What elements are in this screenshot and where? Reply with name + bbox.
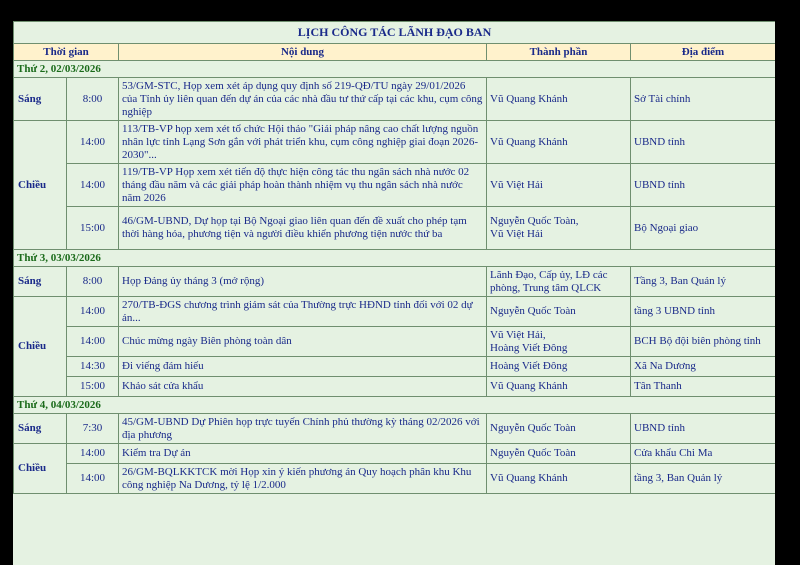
session-label: Sáng <box>14 414 67 444</box>
location-cell: Bộ Ngoại giao <box>631 207 776 250</box>
participants-cell: Lãnh Đạo, Cấp ủy, LĐ các phòng, Trung tâm QLCK <box>487 267 631 297</box>
participants-cell: Vũ Quang Khánh <box>487 377 631 397</box>
session-label: Chiều <box>14 444 67 494</box>
schedule-table <box>13 21 775 494</box>
location-cell: Cửa khẩu Chi Ma <box>631 444 776 464</box>
session-label: Chiều <box>14 121 67 250</box>
participants-cell: Nguyễn Quốc Toàn <box>487 444 631 464</box>
time-cell: 14:00 <box>67 121 119 164</box>
content-cell: 270/TB-ĐGS chương trình giám sát của Thường trực HĐND tỉnh đối với 02 dự án... <box>119 297 487 327</box>
schedule-sheet <box>13 21 775 565</box>
page-title: LỊCH CÔNG TÁC LÃNH ĐẠO BAN <box>14 22 776 44</box>
content-cell: Khảo sát cửa khẩu <box>119 377 487 397</box>
day-label: Thứ 4, 04/03/2026 <box>14 397 776 414</box>
header-content: Nội dung <box>119 44 487 61</box>
participants-cell: Vũ Quang Khánh <box>487 121 631 164</box>
table-row <box>14 444 776 464</box>
time-cell: 14:00 <box>67 444 119 464</box>
table-row <box>14 464 776 494</box>
participants-cell: Nguyễn Quốc Toàn, Vũ Việt Hải <box>487 207 631 250</box>
participants-cell: Nguyễn Quốc Toàn <box>487 414 631 444</box>
time-cell: 14:00 <box>67 327 119 357</box>
location-cell: tầng 3, Ban Quản lý <box>631 464 776 494</box>
table-row <box>14 327 776 357</box>
session-label: Sáng <box>14 78 67 121</box>
location-cell: Xã Na Dương <box>631 357 776 377</box>
location-cell: Sở Tài chính <box>631 78 776 121</box>
location-cell: UBND tỉnh <box>631 414 776 444</box>
participants-cell: Nguyễn Quốc Toàn <box>487 297 631 327</box>
table-row <box>14 377 776 397</box>
time-cell: 14:30 <box>67 357 119 377</box>
participants-cell: Vũ Việt Hải <box>487 164 631 207</box>
content-cell: 26/GM-BQLKKTCK mời Họp xin ý kiến phương án Quy hoạch phân khu Khu công nghiệp Na Dương, tỷ lệ 1/2.000 <box>119 464 487 494</box>
time-cell: 8:00 <box>67 267 119 297</box>
location-cell: UBND tỉnh <box>631 164 776 207</box>
location-cell: tầng 3 UBND tỉnh <box>631 297 776 327</box>
session-label: Sáng <box>14 267 67 297</box>
time-cell: 15:00 <box>67 377 119 397</box>
participants-cell: Hoàng Viết Đông <box>487 357 631 377</box>
participants-cell: Vũ Việt Hải, Hoàng Viết Đông <box>487 327 631 357</box>
day-row <box>14 61 776 78</box>
content-cell: 46/GM-UBND, Dự họp tại Bộ Ngoại giao liên quan đến đề xuất cho phép tạm thời hàng hóa, phương tiện và người điều khiển phương tiện nước thứ ba <box>119 207 487 250</box>
day-row <box>14 250 776 267</box>
day-label: Thứ 3, 03/03/2026 <box>14 250 776 267</box>
table-row <box>14 207 776 250</box>
content-cell: Chúc mừng ngày Biên phòng toàn dân <box>119 327 487 357</box>
content-cell: Kiểm tra Dự án <box>119 444 487 464</box>
time-cell: 8:00 <box>67 78 119 121</box>
participants-cell: Vũ Quang Khánh <box>487 464 631 494</box>
table-row <box>14 78 776 121</box>
table-row <box>14 121 776 164</box>
content-cell: Đi viếng đám hiếu <box>119 357 487 377</box>
day-label: Thứ 2, 02/03/2026 <box>14 61 776 78</box>
location-cell: BCH Bộ đội biên phòng tỉnh <box>631 327 776 357</box>
location-cell: Tân Thanh <box>631 377 776 397</box>
table-row <box>14 357 776 377</box>
time-cell: 15:00 <box>67 207 119 250</box>
header-time: Thời gian <box>14 44 119 61</box>
time-cell: 14:00 <box>67 464 119 494</box>
content-cell: 113/TB-VP họp xem xét tổ chức Hội thảo "Giải pháp nâng cao chất lượng nguồn nhân lực tỉnh Lạng Sơn gắn với phát triển khu, cụm công nghiệp giai đoạn 2026-2030"... <box>119 121 487 164</box>
content-cell: 119/TB-VP Họp xem xét tiến độ thực hiện công tác thu ngân sách nhà nước 02 tháng đầu năm và các giải pháp hoàn thành nhiệm vụ thu ngân sách nhà nước năm 2026 <box>119 164 487 207</box>
table-row <box>14 414 776 444</box>
location-cell: Tầng 3, Ban Quản lý <box>631 267 776 297</box>
day-row <box>14 397 776 414</box>
table-row <box>14 297 776 327</box>
table-row <box>14 164 776 207</box>
session-label: Chiều <box>14 297 67 397</box>
time-cell: 7:30 <box>67 414 119 444</box>
time-cell: 14:00 <box>67 164 119 207</box>
content-cell: Họp Đảng ủy tháng 3 (mở rộng) <box>119 267 487 297</box>
time-cell: 14:00 <box>67 297 119 327</box>
participants-cell: Vũ Quang Khánh <box>487 78 631 121</box>
location-cell: UBND tỉnh <box>631 121 776 164</box>
content-cell: 45/GM-UBND Dự Phiên họp trực tuyến Chính phủ thường kỳ tháng 02/2026 với địa phương <box>119 414 487 444</box>
table-row <box>14 267 776 297</box>
content-cell: 53/GM-STC, Họp xem xét áp dụng quy định số 219-QĐ/TU ngày 29/01/2026 của Tỉnh ủy liên quan đến dự án của các nhà đầu tư thứ cấp tại các khu, cụm công nghiệp <box>119 78 487 121</box>
header-location: Địa điểm <box>631 44 776 61</box>
header-participants: Thành phần <box>487 44 631 61</box>
